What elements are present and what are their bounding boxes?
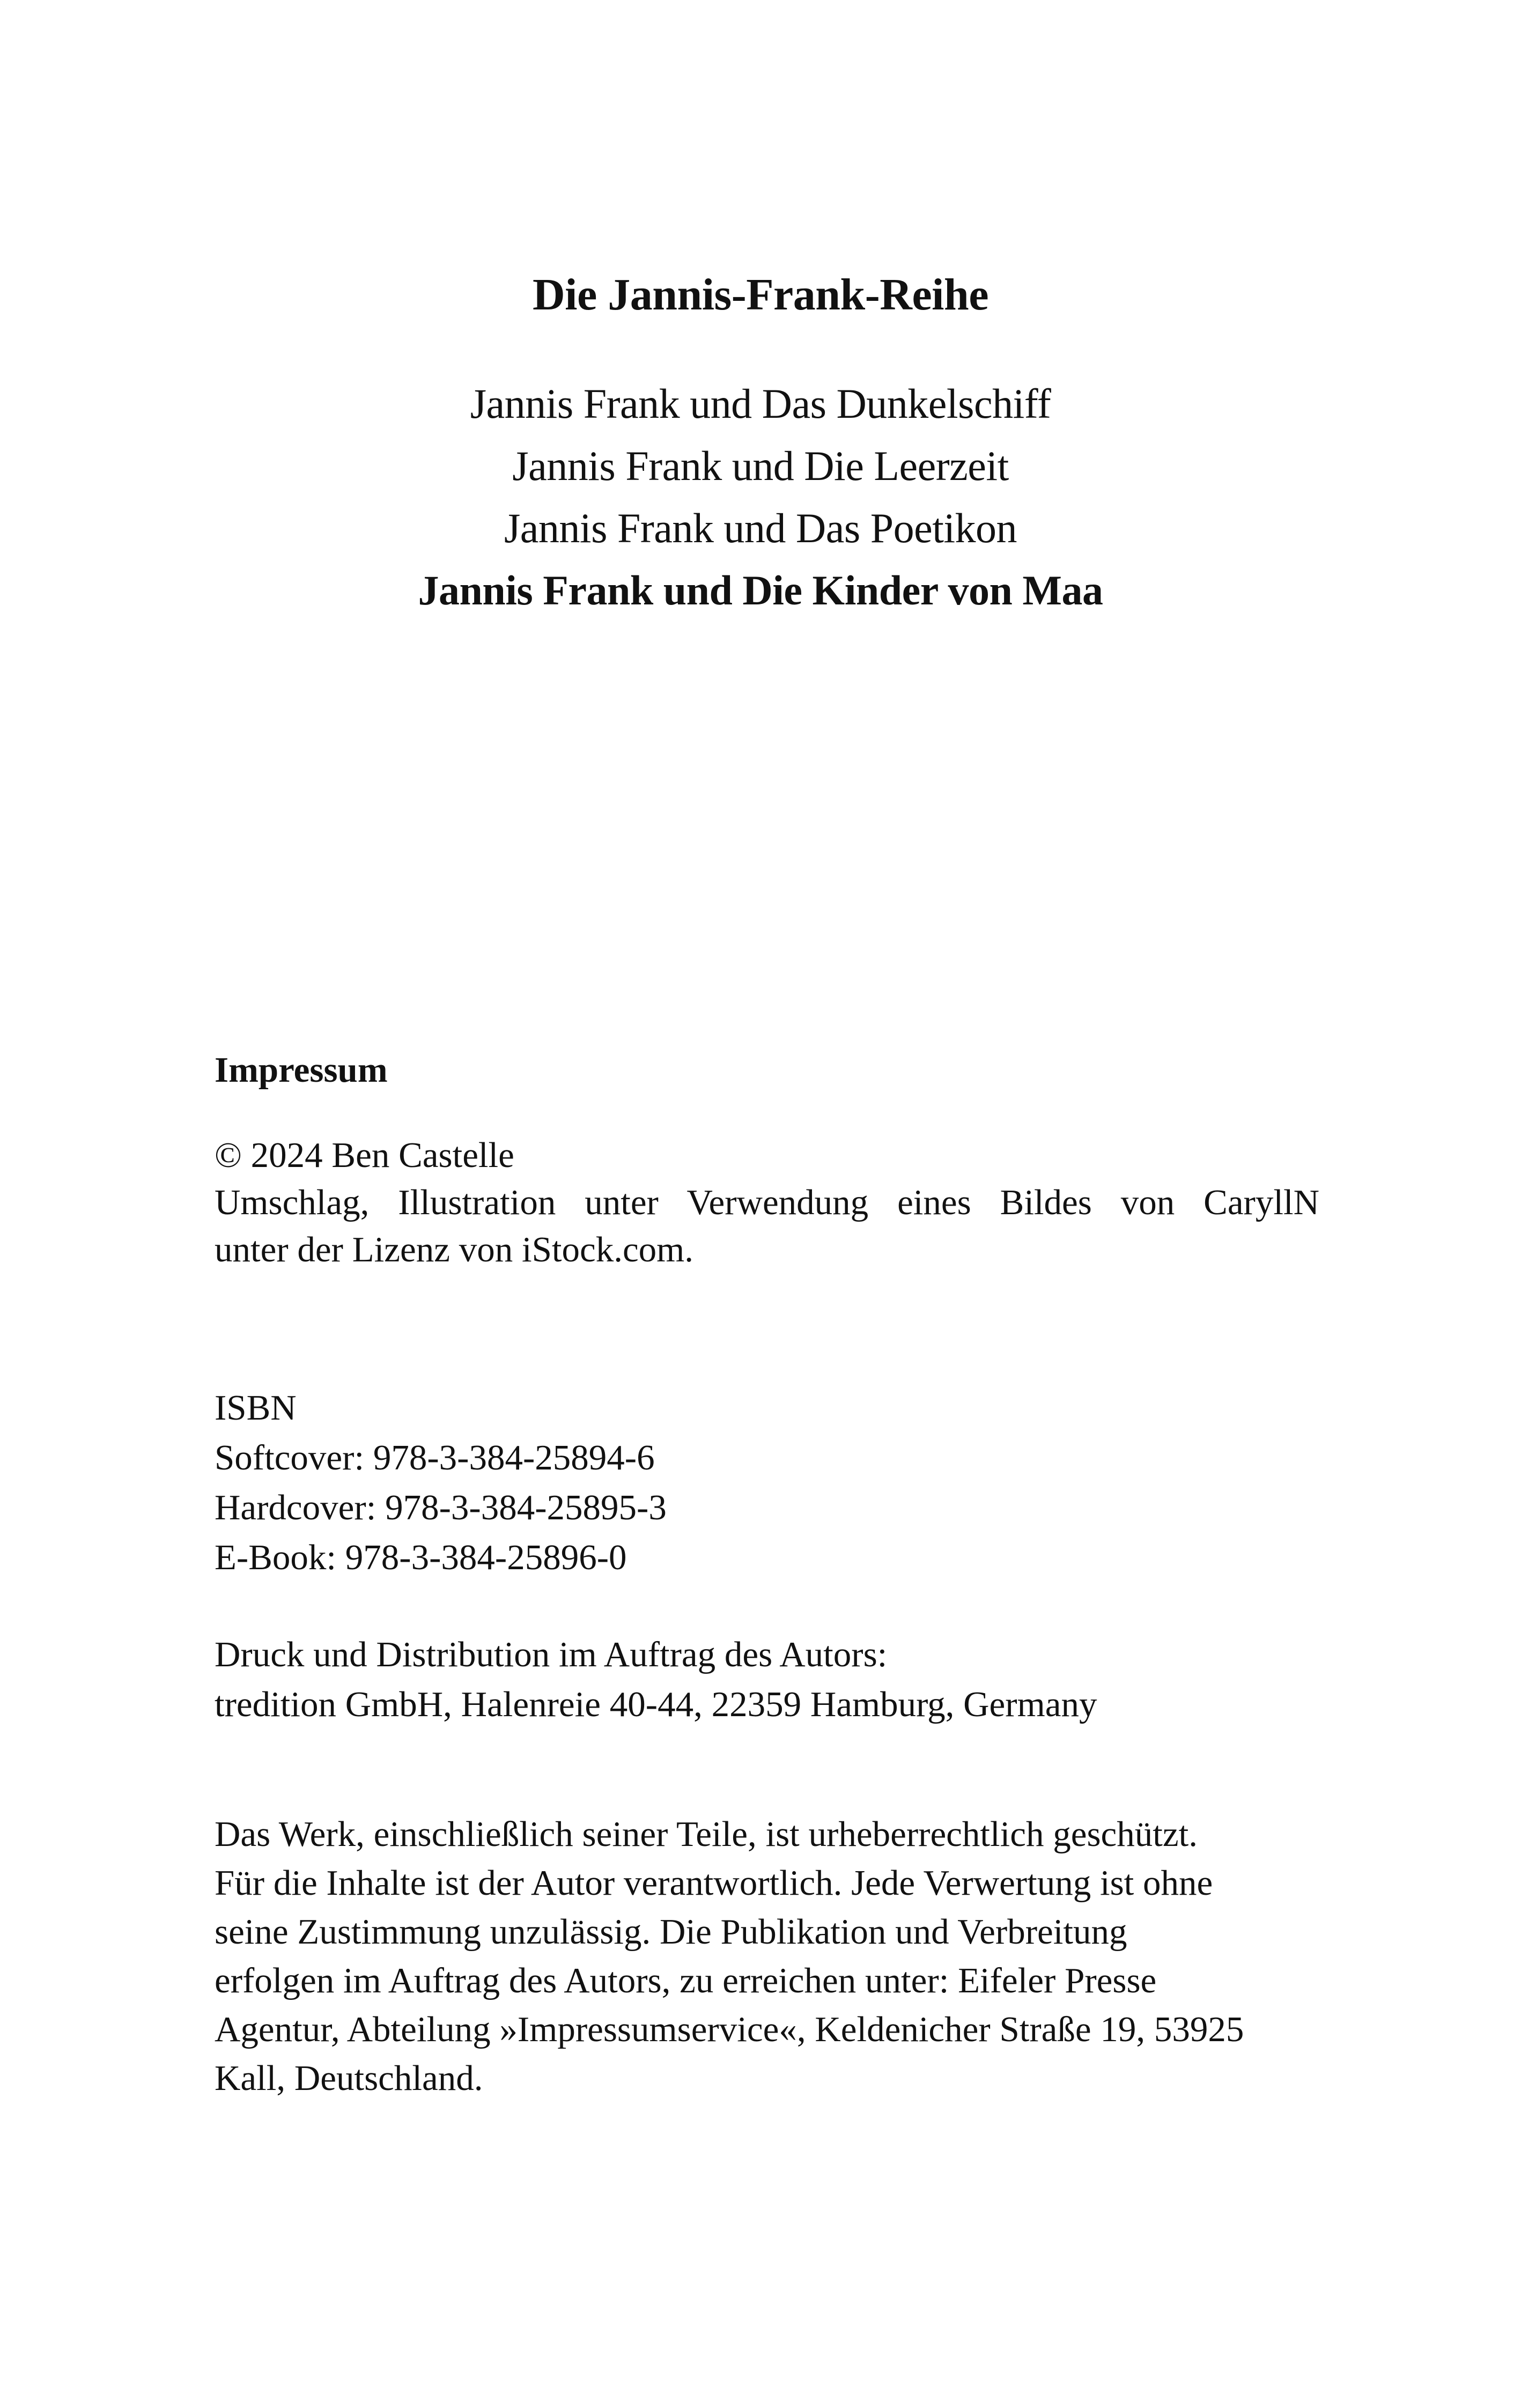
copyright-rights-block bbox=[215, 1810, 1319, 2103]
publisher-address: tredition GmbH, Halenreie 40-44, 22359 Hamburg, Germany bbox=[215, 1685, 1097, 1724]
rights-line: Kall, Deutschland. bbox=[215, 2058, 483, 2098]
cover-credit-line: Umschlag, Illustration unter Verwendung eines Bildes von CaryllN bbox=[215, 1183, 1319, 1222]
series-section bbox=[0, 268, 1521, 622]
imprint-section bbox=[215, 1048, 1319, 2103]
rights-line: seine Zustimmung unzulässig. Die Publikation und Verbreitung bbox=[215, 1912, 1127, 1952]
series-book-title: Jannis Frank und Die Leerzeit bbox=[512, 442, 1009, 489]
rights-line: erfolgen im Auftrag des Autors, zu erreichen unter: Eifeler Presse bbox=[215, 1961, 1157, 2000]
copyright-notice: © 2024 Ben Castelle bbox=[215, 1135, 514, 1175]
imprint-heading: Impressum bbox=[215, 1050, 388, 1090]
isbn-hardcover: Hardcover: 978-3-384-25895-3 bbox=[215, 1488, 667, 1527]
copyright-block bbox=[215, 1132, 1319, 1273]
cover-credit-line: unter der Lizenz von iStock.com. bbox=[215, 1230, 694, 1269]
rights-line: Agentur, Abteilung »Impressumservice«, Keldenicher Straße 19, 53925 bbox=[215, 2010, 1244, 2049]
rights-line: Für die Inhalte ist der Autor verantwortlich. Jede Verwertung ist ohne bbox=[215, 1863, 1213, 1903]
series-book-title-current: Jannis Frank und Die Kinder von Maa bbox=[418, 567, 1103, 614]
series-book-list bbox=[0, 373, 1521, 622]
series-book-title: Jannis Frank und Das Poetikon bbox=[504, 505, 1017, 551]
isbn-softcover: Softcover: 978-3-384-25894-6 bbox=[215, 1438, 655, 1478]
series-title: Die Jannis-Frank-Reihe bbox=[533, 270, 988, 320]
isbn-label: ISBN bbox=[215, 1388, 297, 1428]
isbn-block bbox=[215, 1383, 1319, 1583]
series-book-title: Jannis Frank und Das Dunkelschiff bbox=[470, 380, 1051, 427]
isbn-ebook: E-Book: 978-3-384-25896-0 bbox=[215, 1538, 627, 1577]
print-distribution-block bbox=[215, 1630, 1319, 1730]
rights-line: Das Werk, einschließlich seiner Teile, ist urheberrechtlich geschützt. bbox=[215, 1814, 1198, 1854]
print-distribution-line: Druck und Distribution im Auftrag des Autors: bbox=[215, 1635, 888, 1674]
